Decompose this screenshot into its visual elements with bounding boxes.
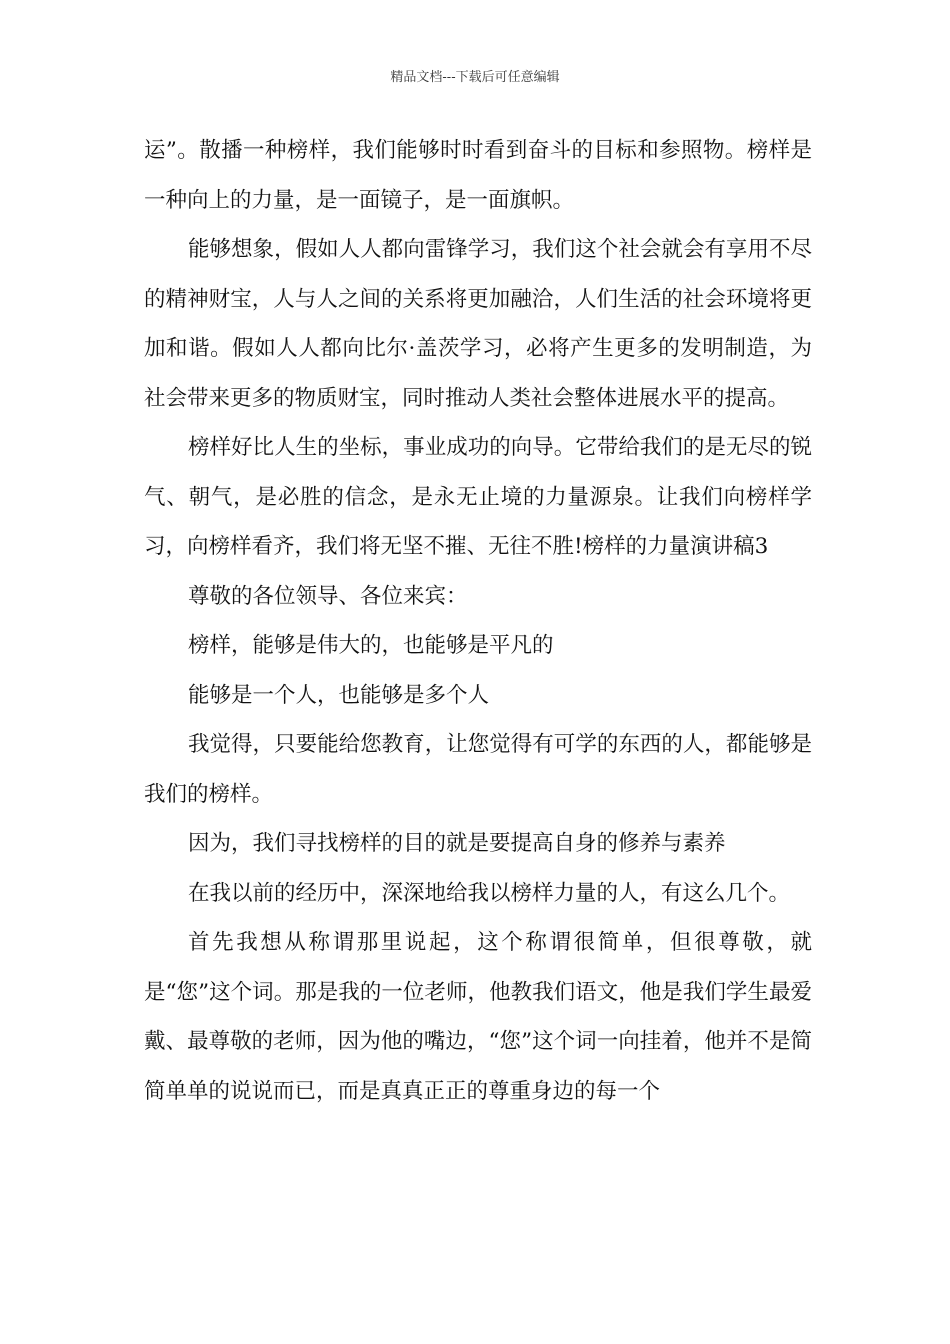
paragraph-3: 榜样好比人生的坐标，事业成功的向导。它带给我们的是无尽的锐气、朝气，是必胜的信念，是永无止境的力量源泉。让我们向榜样学习，向榜样看齐，我们将无坚不摧、无往不胜!榜样的力量演讲稿3 (144, 435, 812, 559)
page-header: 精品文档---下载后可任意编辑 (390, 70, 560, 85)
paragraph-1: 运”。散播一种榜样，我们能够时时看到奋斗的目标和参照物。榜样是一种向上的力量，是一面镜子，是一面旗帜。 (144, 138, 812, 213)
document-body (144, 126, 812, 1116)
paragraph-10: 首先我想从称谓那里说起，这个称谓很简单，但很尊敬，就是“您”这个词。那是我的一位老师，他教我们语文，他是我们学生最爱戴、最尊敬的老师，因为他的嘴边，“您”这个词一向挂着，他并不是简简单单的说说而已，而是真真正正的尊重身边的每一个 (144, 930, 812, 1104)
paragraph-6: 能够是一个人，也能够是多个人 (188, 682, 490, 708)
paragraph-5: 榜样，能够是伟大的，也能够是平凡的 (188, 633, 554, 658)
paragraph-9: 在我以前的经历中，深深地给我以榜样力量的人，有这么几个。 (188, 880, 791, 906)
paragraph-8: 因为，我们寻找榜样的目的就是要提高自身的修养与素养 (188, 831, 726, 856)
paragraph-2: 能够想象，假如人人都向雷锋学习，我们这个社会就会有享用不尽的精神财宝，人与人之间的关系将更加融洽，人们生活的社会环境将更加和谐。假如人人都向比尔·盖茨学习，必将产生更多的发明制造，为社会带来更多的物质财宝，同时推动人类社会整体进展水平的提高。 (144, 237, 812, 411)
paragraph-7: 我觉得，只要能给您教育，让您觉得有可学的东西的人，都能够是我们的榜样。 (144, 732, 812, 807)
paragraph-4: 尊敬的各位领导、各位来宾： (188, 583, 468, 609)
